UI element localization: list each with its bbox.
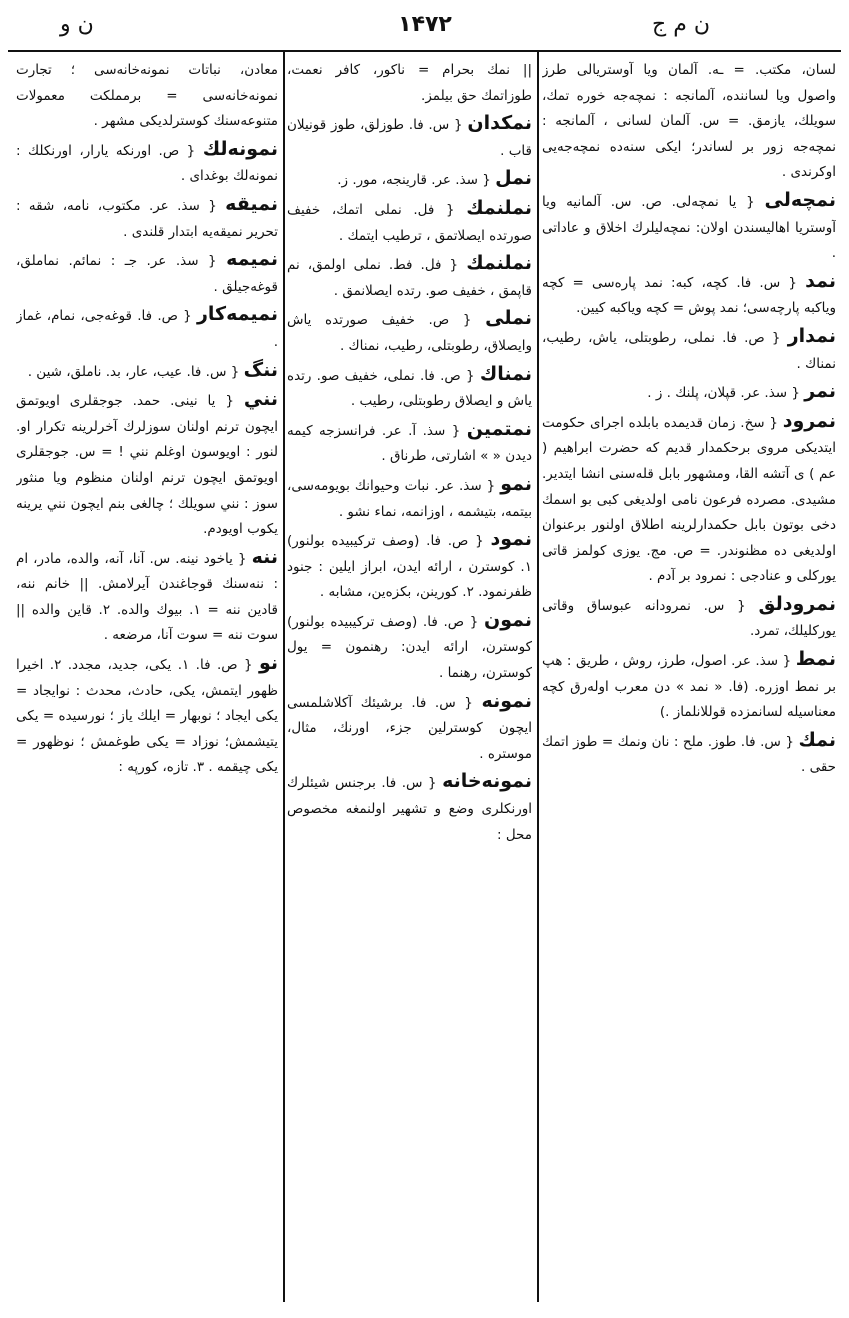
entry-headword: نمود — [490, 528, 532, 551]
entry-headword: نمل — [495, 167, 532, 190]
entry — [287, 769, 532, 848]
entry-definition: { ص. فا. نملى، خفيف صو. رتدە ياش و ايصلاق رطوبتلى، رطيب . — [287, 367, 532, 410]
column-left — [16, 58, 278, 1298]
entry-definition: { سذ. عر. قارينجە، مور. ز. — [337, 172, 491, 189]
entry-headword: ننگ — [243, 358, 278, 381]
entry — [287, 111, 532, 164]
entry-definition: { سذ. عر. جـ : نمائم. نماملق، قوغەجيلق . — [16, 253, 278, 295]
entry-headword: نني — [243, 388, 278, 411]
entry-definition: { س. فا. طوز. ملح : نان ونمك = طوز اتمك حقى . — [542, 733, 836, 776]
entry — [287, 362, 532, 415]
entry-headword: نمون — [483, 608, 532, 631]
entry-headword: نميقە — [225, 192, 278, 215]
entry-headword: نمدار — [787, 324, 836, 347]
entry-headword: نمو — [500, 472, 532, 495]
column-right — [542, 58, 836, 1298]
entry — [287, 417, 532, 470]
entry-definition: { سذ. عر. مكتوب، نامە، شقە : تحرير نميقەيە ابتدار قلندى . — [16, 197, 278, 240]
entry-definition: { س. فا. برجنس شيئلرك اورنكلرى وضع و تشهير اولنمغە مخصوص محل : — [287, 775, 532, 843]
entry — [16, 137, 278, 190]
entry-headword: نمرودلق — [758, 592, 836, 615]
entry — [542, 324, 836, 377]
entry — [542, 409, 836, 590]
entry-headword: ننە — [251, 545, 278, 568]
entry-definition: || نمك بحرام = ناكور، كافر نعمت، طوزاتمك حق بيلمز. — [287, 62, 532, 104]
entry-headword: نملنمك — [466, 252, 532, 275]
entry-definition: { ص. فا. ۱. يكى، جديد، مجدد. ۲. اخيرا ظهور ايتمش، يكى، حادث، محدث : نوايجاد = يكى ايجاد ؛ نوبهار = ايلك ياز ؛ نورسيدە = يكى يتيشمش؛ نوزاد = يكى طوغمش ؛ نوظهور = يكى چيقمە . ۳. تازە، كورپە : — [16, 657, 278, 776]
entry — [287, 306, 532, 359]
entry-definition: { ص. فا. (وصف تركيبيدە بولنور) كوسترن، ارائە ايدن: رهنمون = يول كوسترن، رهنما . — [287, 613, 532, 682]
entry — [287, 608, 532, 687]
entry — [16, 302, 278, 355]
entry — [16, 58, 278, 135]
header-rule — [8, 50, 841, 52]
header-letters-left: ن و — [60, 12, 94, 37]
entry — [16, 247, 278, 300]
entry-headword: نمكدان — [467, 112, 532, 135]
entry-headword: نمرود — [782, 409, 836, 432]
entry-headword: نملنمك — [466, 196, 532, 219]
entry-definition: { يا نينى. حمد. جوجقلرى اويوتمق ايچون ترنم اولنان سوزلرك آخرلرينە تكرار او. لنور : اويوسون اوغلم نني ! = س. جوجقلرى اويوتمق ايچون ترنم اولنان منظوم ويا منثور سوز : نني سويلك ؛ چالغى بنم ايچون نني يرينە يكوب اويودم. — [16, 393, 278, 538]
entry — [287, 166, 532, 194]
column-divider-right — [537, 52, 539, 1302]
entry-headword: نميمە — [226, 248, 278, 271]
entry-definition: { سذ. عر. قپلان، پلنك . ز . — [647, 385, 800, 402]
entry-definition: { فل. نملى اتمك، خفيف صورتدە ايصلاتمق ، ترطيب ايتمك . — [287, 201, 532, 244]
entry — [542, 647, 836, 726]
entry — [542, 58, 836, 186]
page-number: ۱۴۷۲ — [398, 12, 452, 37]
column-middle — [287, 58, 532, 1298]
entry-headword: نمط — [795, 648, 836, 671]
entry-headword: نمونەلك — [202, 137, 278, 160]
entry-definition: { فل. فط. نملى اولمق، نم قاپمق ، خفيف صو. رتدە ايصلانمق . — [287, 257, 532, 299]
entry — [16, 358, 278, 386]
entry-headword: نمد — [805, 269, 836, 292]
entry — [542, 379, 836, 407]
entry-headword: نمچەلى — [764, 188, 836, 211]
entry-headword: نمتمين — [466, 417, 532, 440]
entry-definition: { يا نمچەلى. ص. س. آلمانيه ويا آوستريا اهاليسندن اولان: نمچەليلرك اخلاق و عاداتى . — [542, 193, 836, 262]
entry-definition: { س. فا. عيب، عار، بد. ناملق، شين . — [27, 363, 240, 380]
entry — [287, 689, 532, 768]
entry-definition: معادن، نباتات نمونەخانەسى ؛ تجارت نمونەخانەسى = برمملكت معمولات متنوعەسنك كوسترلديكى مشهر . — [16, 62, 278, 130]
entry-definition: { س. فا. برشيئك آكلاشلمسى ايچون كوسترلين جزء، اورنك، مثال، موسترە . — [287, 694, 532, 762]
entry-definition: { ص. فا. قوغەجى، نمام، غماز . — [16, 308, 278, 350]
entry — [542, 728, 836, 781]
entry-headword: نمك — [798, 728, 836, 751]
entry-definition: { ص. فا. (وصف تركيبيدە بولنور) ۱. كوسترن ، ارائە ايدن، ابراز ايلين : جنود ظفرنمود. ۲. كورينن، بكزەين، مشابە . — [287, 533, 532, 601]
entry-definition: { ياخود نينە. س. آنا، آنە، والدە، مادر، ام : ننەسنك قوجاغندن آيرلامش. || خانم ننە، قادين ننە = ۱. بيوك والدە. ۲. قاين والدە || سوت ننە = سوت آنا، مرضعە . — [16, 550, 278, 644]
entry-headword: نو — [258, 652, 278, 675]
entry-definition: { س. نمرودانە عبوساق وقاتى يوركليلك، تمرد. — [542, 597, 836, 640]
entry-headword: نمناك — [479, 362, 532, 385]
entry-definition: { ص. فا. نملى، رطوبتلى، ياش، رطيب، نمناك . — [542, 329, 836, 372]
entry-definition: { سذ. عر. نبات وحيوانك بويومەسى، بيتمە، بتيشمە ، اوزانمە، نماء نشو . — [287, 477, 532, 520]
entry — [287, 472, 532, 525]
header-letters-right: ن م ج — [652, 12, 710, 37]
entry — [16, 651, 278, 781]
entry-headword: نمر — [804, 380, 836, 403]
entry-definition: { سخ. زمان قديمدە بابلدە اجراى حكومت ايتديكى مروى برحكمدار قديم كه حضرت ابراهيم ( عم ) ى آتشە القا، ومشهور بابل قلەسنى انشا ايتدير. مشيدى. مصردە فرعون نامى اولديغى كبى بو اسمك دخى بوتون بابل حكمدارلرينە اطلاق اولنور برعنوان اولديغى دە مظنوندر. = ص. مج. يوزى كولمز قاتى يوركلى و عنادجى : نمرود بر آدم . — [542, 414, 836, 585]
entry — [287, 251, 532, 304]
entry-definition: { سذ. آ. عر. فرانسزجە كيمە ديدن « » اشارتى، طرناق . — [287, 422, 532, 465]
entry — [542, 592, 836, 645]
entry — [16, 387, 278, 543]
entry-headword: نميمەكار — [196, 303, 278, 326]
entry-definition: { س. فا. كچە، كبە: نمد پارەسى = كچە وياكبە پارچەسى؛ نمد پوش = كچە وياكبە كيين. — [542, 274, 836, 317]
entry-definition: لسان، مكتب. = ـه. آلمان ويا آوستريالى طرز واصول ويا لسانندە، آلمانجه : نمچەجه خوره تمك، سويلك، يازمق. = س. آلمان لسانى ، آلمانجه : نمچەجه زور بر لساندر؛ ايكى سنەدە نمچەجەيى اوكرندى . — [542, 62, 836, 181]
entry-definition: { سذ. عر. اصول، طرز، روش ، طريق : هپ بر نمط اوزرە. (فا. « نمد » دن معرب اولەرق كچە معناسيلە لسانمزدە قوللانلماز .) — [542, 653, 836, 721]
entry — [542, 269, 836, 322]
entry — [287, 196, 532, 249]
entry-definition: { س. فا. طوزلق، طوز قونيلان قاب . — [287, 117, 532, 159]
entry — [287, 58, 532, 109]
entry-headword: نمونەخانە — [442, 770, 532, 793]
entry-definition: { ص. خفيف صورتدە ياش وايصلاق، رطوبتلى، رطيب، نمناك . — [287, 312, 532, 354]
column-divider-left — [283, 52, 285, 1302]
entry — [16, 192, 278, 245]
entry — [16, 545, 278, 649]
entry-definition: { ص. اورنكە يارار، اورنكلك : نمونەلك بوغداى . — [16, 142, 278, 185]
entry-headword: نملى — [485, 307, 532, 330]
entry-headword: نمونە — [481, 689, 532, 712]
entry — [287, 527, 532, 606]
entry — [542, 188, 836, 267]
